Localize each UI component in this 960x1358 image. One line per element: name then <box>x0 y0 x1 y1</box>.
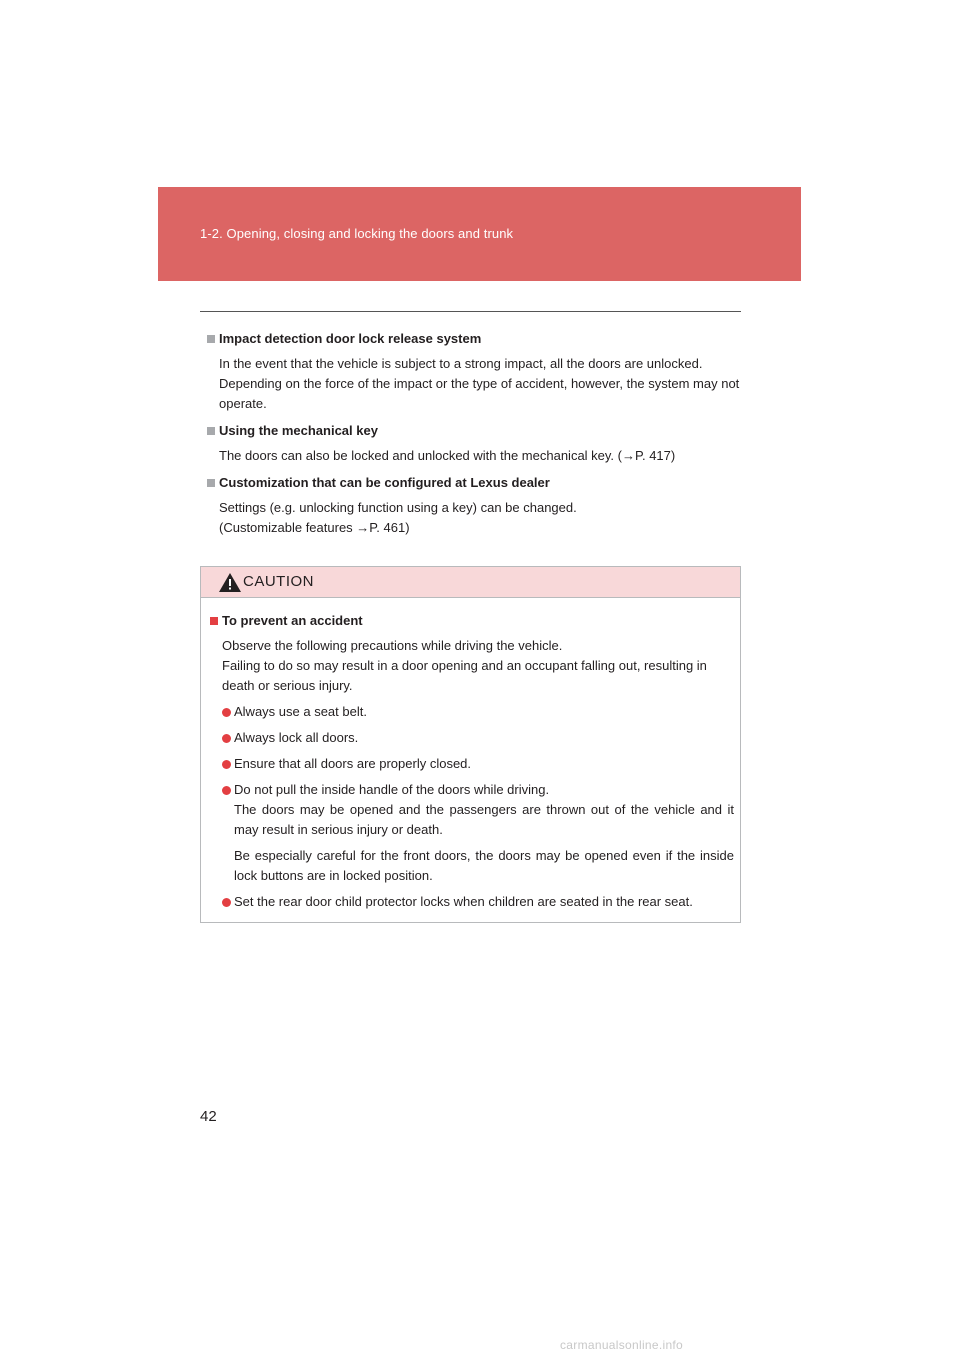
caution-bullet: Do not pull the inside handle of the doors while driving. The doors may be opened and the passengers are thrown out of the vehicle and it may result in serious injury or death. Be especially careful for the front doors, the doors may be opened even if the inside lock buttons are in locked position. <box>210 780 734 886</box>
note-mechanical-key <box>207 422 741 466</box>
caution-bullet-detail: Be especially careful for the front doors, the doors may be opened even if the inside lock buttons are in locked position. <box>234 848 734 883</box>
notes-section <box>207 330 741 546</box>
note-title: Using the mechanical key <box>219 423 378 438</box>
note-customization <box>207 474 741 538</box>
chapter-header-band <box>158 187 801 281</box>
round-bullet-icon <box>222 760 231 769</box>
caution-label: CAUTION <box>243 573 314 590</box>
caution-bullet-detail: The doors may be opened and the passengers are thrown out of the vehicle and it may result in serious injury or death. <box>234 802 734 837</box>
caution-intro-line: Observe the following precautions while driving the vehicle. <box>222 638 563 653</box>
round-bullet-icon <box>222 734 231 743</box>
round-bullet-icon <box>222 708 231 717</box>
note-title: Impact detection door lock release system <box>219 331 482 346</box>
caution-body <box>201 598 740 912</box>
note-body: In the event that the vehicle is subject to a strong impact, all the doors are unlocked. Depending on the force of the impact or the type of accident, however, the system may not operate. <box>219 356 740 411</box>
caution-box <box>200 566 741 923</box>
square-bullet-icon <box>207 427 215 435</box>
round-bullet-icon <box>222 786 231 795</box>
section-divider <box>200 311 741 312</box>
caution-bullet: Set the rear door child protector locks when children are seated in the rear seat. <box>210 892 734 912</box>
note-body-line: (Customizable features →P. 461) <box>219 520 410 535</box>
chapter-title: 1-2. Opening, closing and locking the doors and trunk <box>200 226 514 241</box>
caution-title: To prevent an accident <box>222 613 363 628</box>
note-title: Customization that can be configured at Lexus dealer <box>219 475 550 490</box>
watermark-text: carmanualsonline.info <box>560 1338 684 1352</box>
caution-header <box>201 567 740 598</box>
square-bullet-icon <box>210 617 218 625</box>
caution-bullet: Always use a seat belt. <box>210 702 734 722</box>
round-bullet-icon <box>222 898 231 907</box>
note-impact-detection <box>207 330 741 414</box>
note-body: The doors can also be locked and unlocked with the mechanical key. (→P. 417) <box>219 448 676 463</box>
square-bullet-icon <box>207 335 215 343</box>
warning-triangle-icon <box>218 572 242 593</box>
caution-intro-line: Failing to do so may result in a door opening and an occupant falling out, resulting in death or serious injury. <box>222 658 707 693</box>
caution-bullet: Always lock all doors. <box>210 728 734 748</box>
square-bullet-icon <box>207 479 215 487</box>
page-number: 42 <box>200 1108 217 1125</box>
note-body-line: Settings (e.g. unlocking function using a key) can be changed. <box>219 500 577 515</box>
caution-bullet: Ensure that all doors are properly closed. <box>210 754 734 774</box>
